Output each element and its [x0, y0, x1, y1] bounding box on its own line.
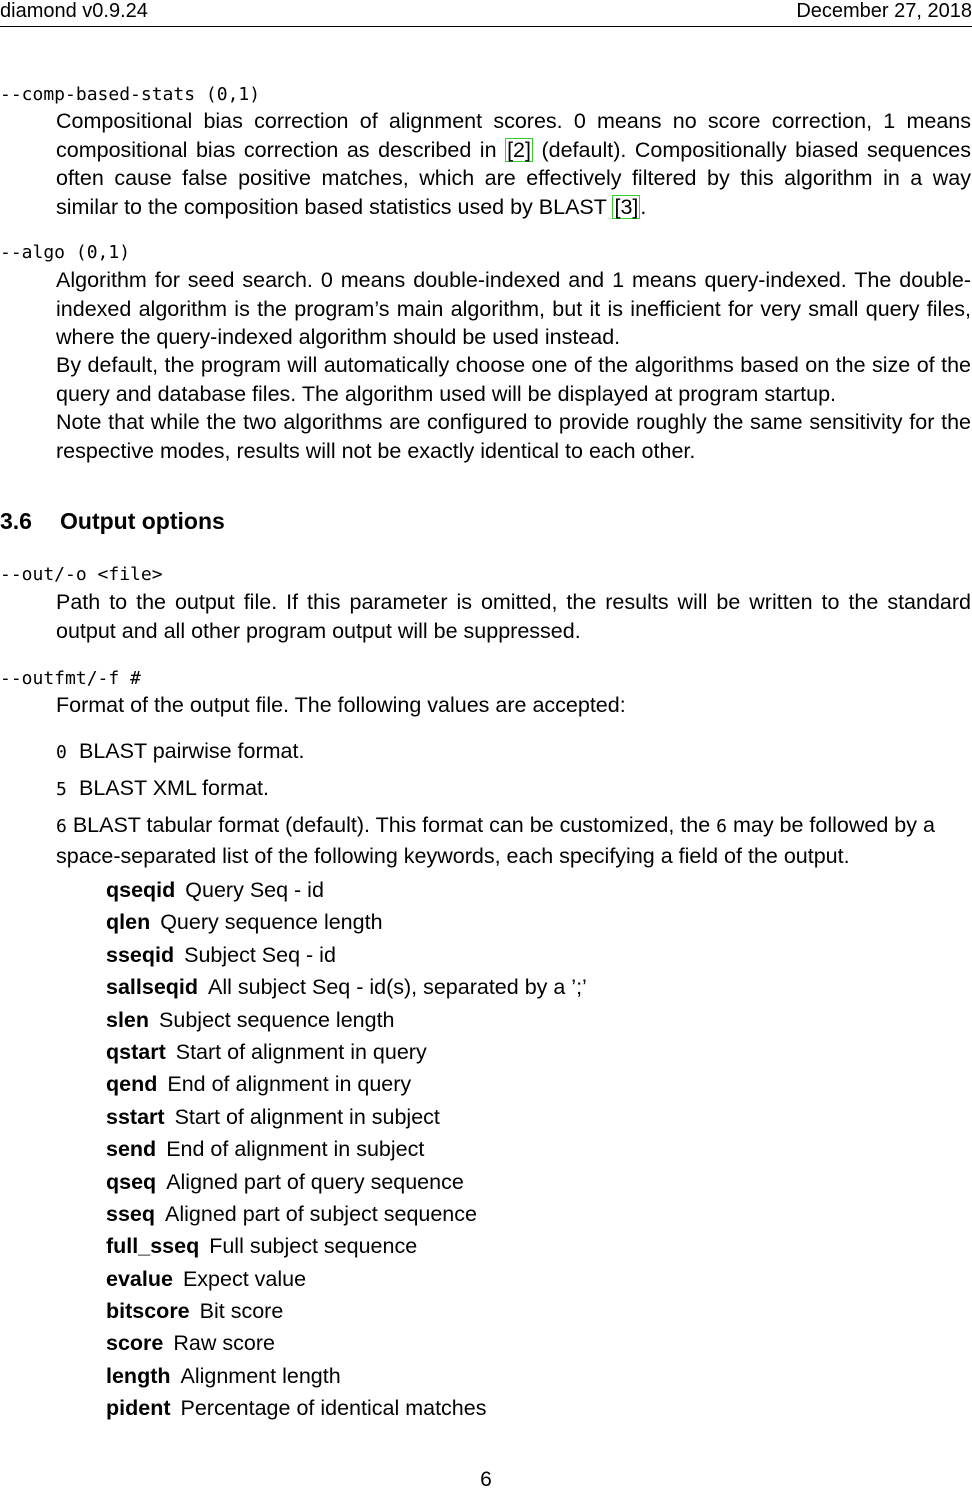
- section-number: 3.6: [0, 508, 32, 534]
- citation-link-3[interactable]: [3]: [614, 194, 639, 219]
- list-item: sallseqid All subject Seq - id(s), separated by a ’;’: [106, 975, 587, 1000]
- option-out: --out/-o <file>: [0, 564, 163, 585]
- algo-description-3: Note that while the two algorithms are configured to provide roughly the same sensitivity for the respective modes, results will not be exactly identical to each other.: [56, 410, 971, 463]
- section-title: Output options: [60, 508, 225, 534]
- list-item: sseq Aligned part of subject sequence: [106, 1201, 477, 1226]
- page-number: 6: [480, 1468, 492, 1491]
- header-title: diamond v0.9.24: [0, 0, 148, 22]
- list-item: qstart Start of alignment in query: [106, 1039, 427, 1064]
- list-item: score Raw score: [106, 1331, 275, 1356]
- list-item: full_sseq Full subject sequence: [106, 1234, 418, 1259]
- list-item: qend End of alignment in query: [106, 1072, 412, 1097]
- option-algo: --algo (0,1): [0, 242, 131, 263]
- list-item: qlen Query sequence length: [106, 910, 383, 935]
- option-comp-based-stats: --comp-based-stats (0,1): [0, 84, 261, 105]
- list-item: qseqid Query Seq - id: [106, 878, 324, 902]
- list-item: sseqid Subject Seq - id: [106, 942, 336, 967]
- out-description: Path to the output file. If this parameter is omitted, the results will be written to the standard output and all other program output will be suppressed.: [56, 590, 971, 643]
- list-item: slen Subject sequence length: [106, 1007, 395, 1032]
- list-item: evalue Expect value: [106, 1266, 307, 1291]
- option-outfmt: --outfmt/-f #: [0, 668, 141, 689]
- list-item: sstart Start of alignment in subject: [106, 1104, 440, 1129]
- algo-description-2: By default, the program will automatically choose one of the algorithms based on the size of the query and database files. The algorithm used will be displayed at program startup.: [56, 353, 971, 406]
- format-item: 0 BLAST pairwise format.: [56, 739, 305, 763]
- format-item-6: 6 BLAST tabular format (default). This format can be customized, the 6 may be followed by a space-separated list of the following keywords, each specifying a field of the output.: [56, 813, 935, 868]
- section-heading: [0, 508, 225, 535]
- format-item: 5 BLAST XML format.: [56, 776, 269, 800]
- keyword-list: [106, 874, 587, 1425]
- list-item: bitscore Bit score: [106, 1299, 284, 1324]
- page-header: [0, 0, 972, 27]
- list-item: qseq Aligned part of query sequence: [106, 1169, 464, 1194]
- citation-link-2[interactable]: [2]: [507, 137, 531, 162]
- algo-description-1: Algorithm for seed search. 0 means double-indexed and 1 means query-indexed. The double-indexed algorithm is the program’s main algorithm, but it is inefficient for very small query files, where the query-indexed algorithm should be used instead.: [56, 268, 971, 349]
- comp-based-stats-description: Compositional bias correction of alignment scores. 0 means no score correction, 1 means compositional bias correction as described in [2] (default). Compositionally biased sequences often cause false positive matches, which are effectively filtered by this algorithm in a way similar to the composition based statistics used by BLAST [3].: [56, 109, 971, 219]
- outfmt-description: Format of the output file. The following values are accepted:: [56, 693, 626, 717]
- list-item: pident Percentage of identical matches: [106, 1396, 487, 1421]
- list-item: send End of alignment in subject: [106, 1137, 425, 1162]
- list-item: length Alignment length: [106, 1363, 341, 1388]
- header-date: December 27, 2018: [796, 0, 972, 22]
